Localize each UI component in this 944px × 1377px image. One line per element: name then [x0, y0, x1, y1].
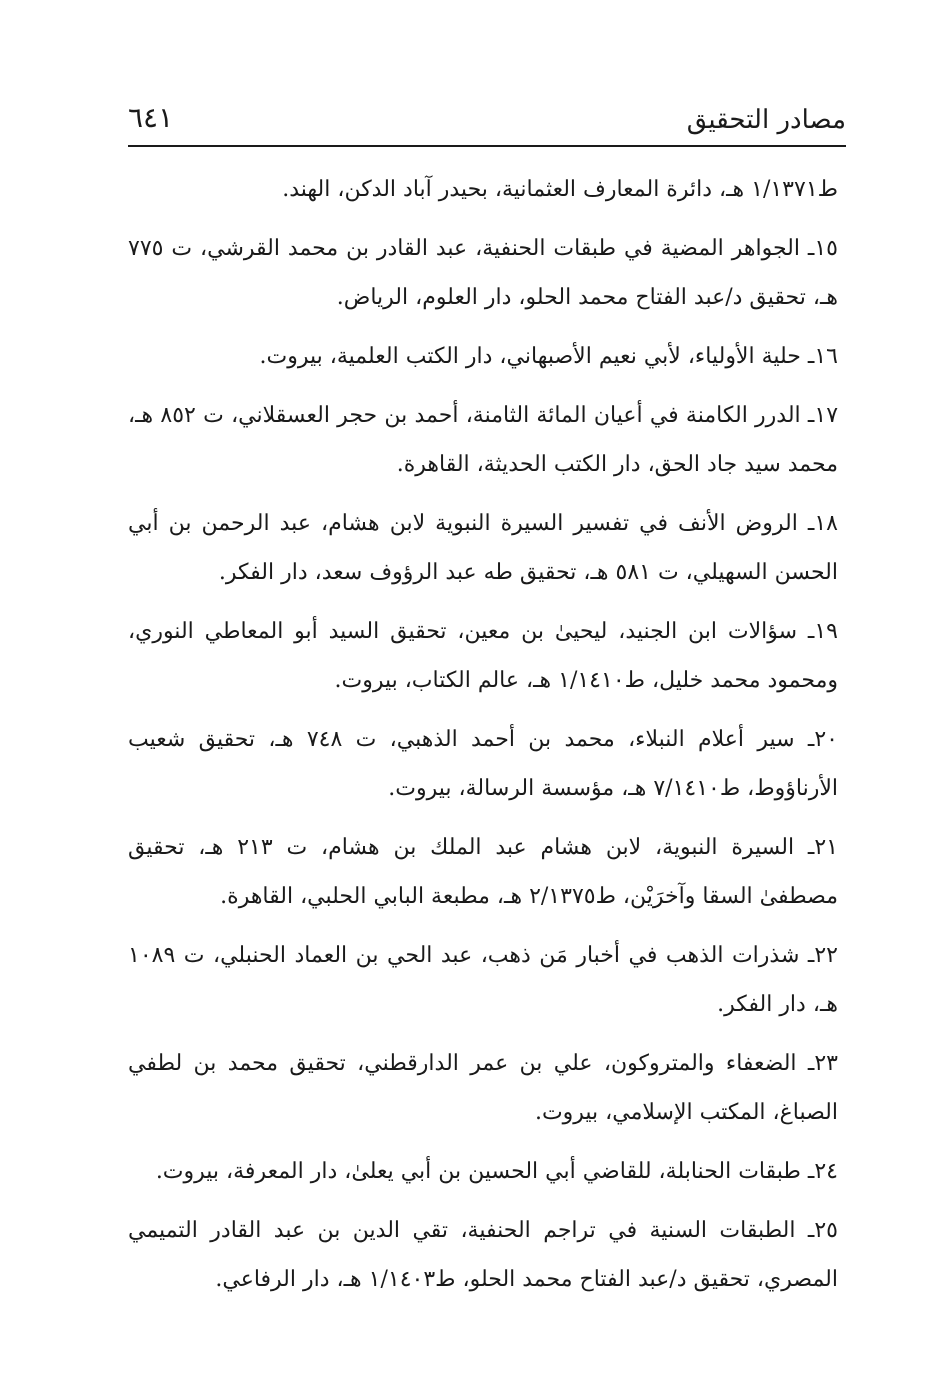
entry-number: ٢٠ـ: [807, 727, 838, 752]
continuation-line: ط١/١٣٧١ هـ، دائرة المعارف العثمانية، بحيدر آباد الدكن، الهند.: [282, 177, 838, 202]
entry-text: سؤالات ابن الجنيد، ليحيىٰ بن معين، تحقيق السيد أبو المعاطي النوري، ومحمود محمد خليل، ط١/١٤١٠ هـ، عالم الكتاب، بيروت.: [128, 619, 838, 693]
entry-text: الروض الأنف في تفسير السيرة النبوية لابن هشام، عبد الرحمن بن أبي الحسن السهيلي، ت ٥٨١ هـ، تحقيق طه عبد الرؤوف سعد، دار الفكر.: [128, 511, 838, 585]
entry-text: طبقات الحنابلة، للقاضي أبي الحسين بن أبي يعلىٰ، دار المعرفة، بيروت.: [155, 1159, 801, 1184]
entry-text: الطبقات السنية في تراجم الحنفية، تقي الدين بن عبد القادر التميمي المصري، تحقيق د/عبد الفتاح محمد الحلو، ط١/١٤٠٣ هـ، دار الرفاعي.: [128, 1218, 838, 1292]
bibliography-entry-18: [128, 499, 838, 597]
bibliography-list: [128, 165, 838, 1314]
entry-text: الجواهر المضية في طبقات الحنفية، عبد القادر بن محمد القرشي، ت ٧٧٥ هـ، تحقيق د/عبد الفتاح محمد الحلو، دار العلوم، الرياض.: [128, 236, 838, 310]
page-number: ٦٤١: [128, 101, 174, 134]
entry-number: ١٦ـ: [807, 344, 838, 369]
bibliography-entry-24: [128, 1147, 838, 1196]
entry-number: ٢٣ـ: [807, 1051, 838, 1076]
bibliography-entry-16: [128, 332, 838, 381]
entry-text: الضعفاء والمتروكون، علي بن عمر الدارقطني، تحقيق محمد بن لطفي الصباغ، المكتب الإسلامي، بيروت.: [128, 1051, 838, 1125]
entry-text: الدرر الكامنة في أعيان المائة الثامنة، أحمد بن حجر العسقلاني، ت ٨٥٢ هـ، محمد سيد جاد الحق، دار الكتب الحديثة، القاهرة.: [128, 403, 838, 477]
page-header: [128, 96, 846, 144]
bibliography-entry-19: [128, 607, 838, 705]
entry-number: ١٥ـ: [807, 236, 838, 261]
bibliography-entry-23: [128, 1039, 838, 1137]
bibliography-entry-25: [128, 1206, 838, 1304]
entry-text: شذرات الذهب في أخبار مَن ذهب، عبد الحي بن العماد الحنبلي، ت ١٠٨٩ هـ، دار الفكر.: [128, 943, 838, 1017]
entry-number: ١٧ـ: [807, 403, 839, 428]
entry-number: ١٨ـ: [807, 511, 838, 536]
bibliography-entry-21: [128, 823, 838, 921]
bibliography-entry-15: [128, 224, 838, 322]
bibliography-entry-17: [128, 391, 838, 489]
running-title: مصادر التحقيق: [686, 105, 846, 135]
bibliography-entry-20: [128, 715, 838, 813]
entry-number: ٢٤ـ: [807, 1159, 838, 1184]
entry-text: حلية الأولياء، لأبي نعيم الأصبهاني، دار الكتب العلمية، بيروت.: [259, 344, 801, 369]
entry-text: سير أعلام النبلاء، محمد بن أحمد الذهبي، ت ٧٤٨ هـ، تحقيق شعيب الأرناؤوط، ط٧/١٤١٠ هـ، مؤسسة الرسالة، بيروت.: [128, 727, 838, 801]
entry-number: ٢٥ـ: [807, 1218, 838, 1243]
header-divider: [128, 145, 846, 147]
entry-number: ١٩ـ: [807, 619, 838, 644]
entry-number: ٢٢ـ: [807, 943, 838, 968]
bibliography-entry-22: [128, 931, 838, 1029]
entry-number: ٢١ـ: [807, 835, 838, 860]
entry-text: السيرة النبوية، لابن هشام عبد الملك بن هشام، ت ٢١٣ هـ، تحقيق مصطفىٰ السقا وآخرَيْن، ط٢/١٣٧٥ هـ، مطبعة البابي الحلبي، القاهرة.: [128, 835, 838, 909]
